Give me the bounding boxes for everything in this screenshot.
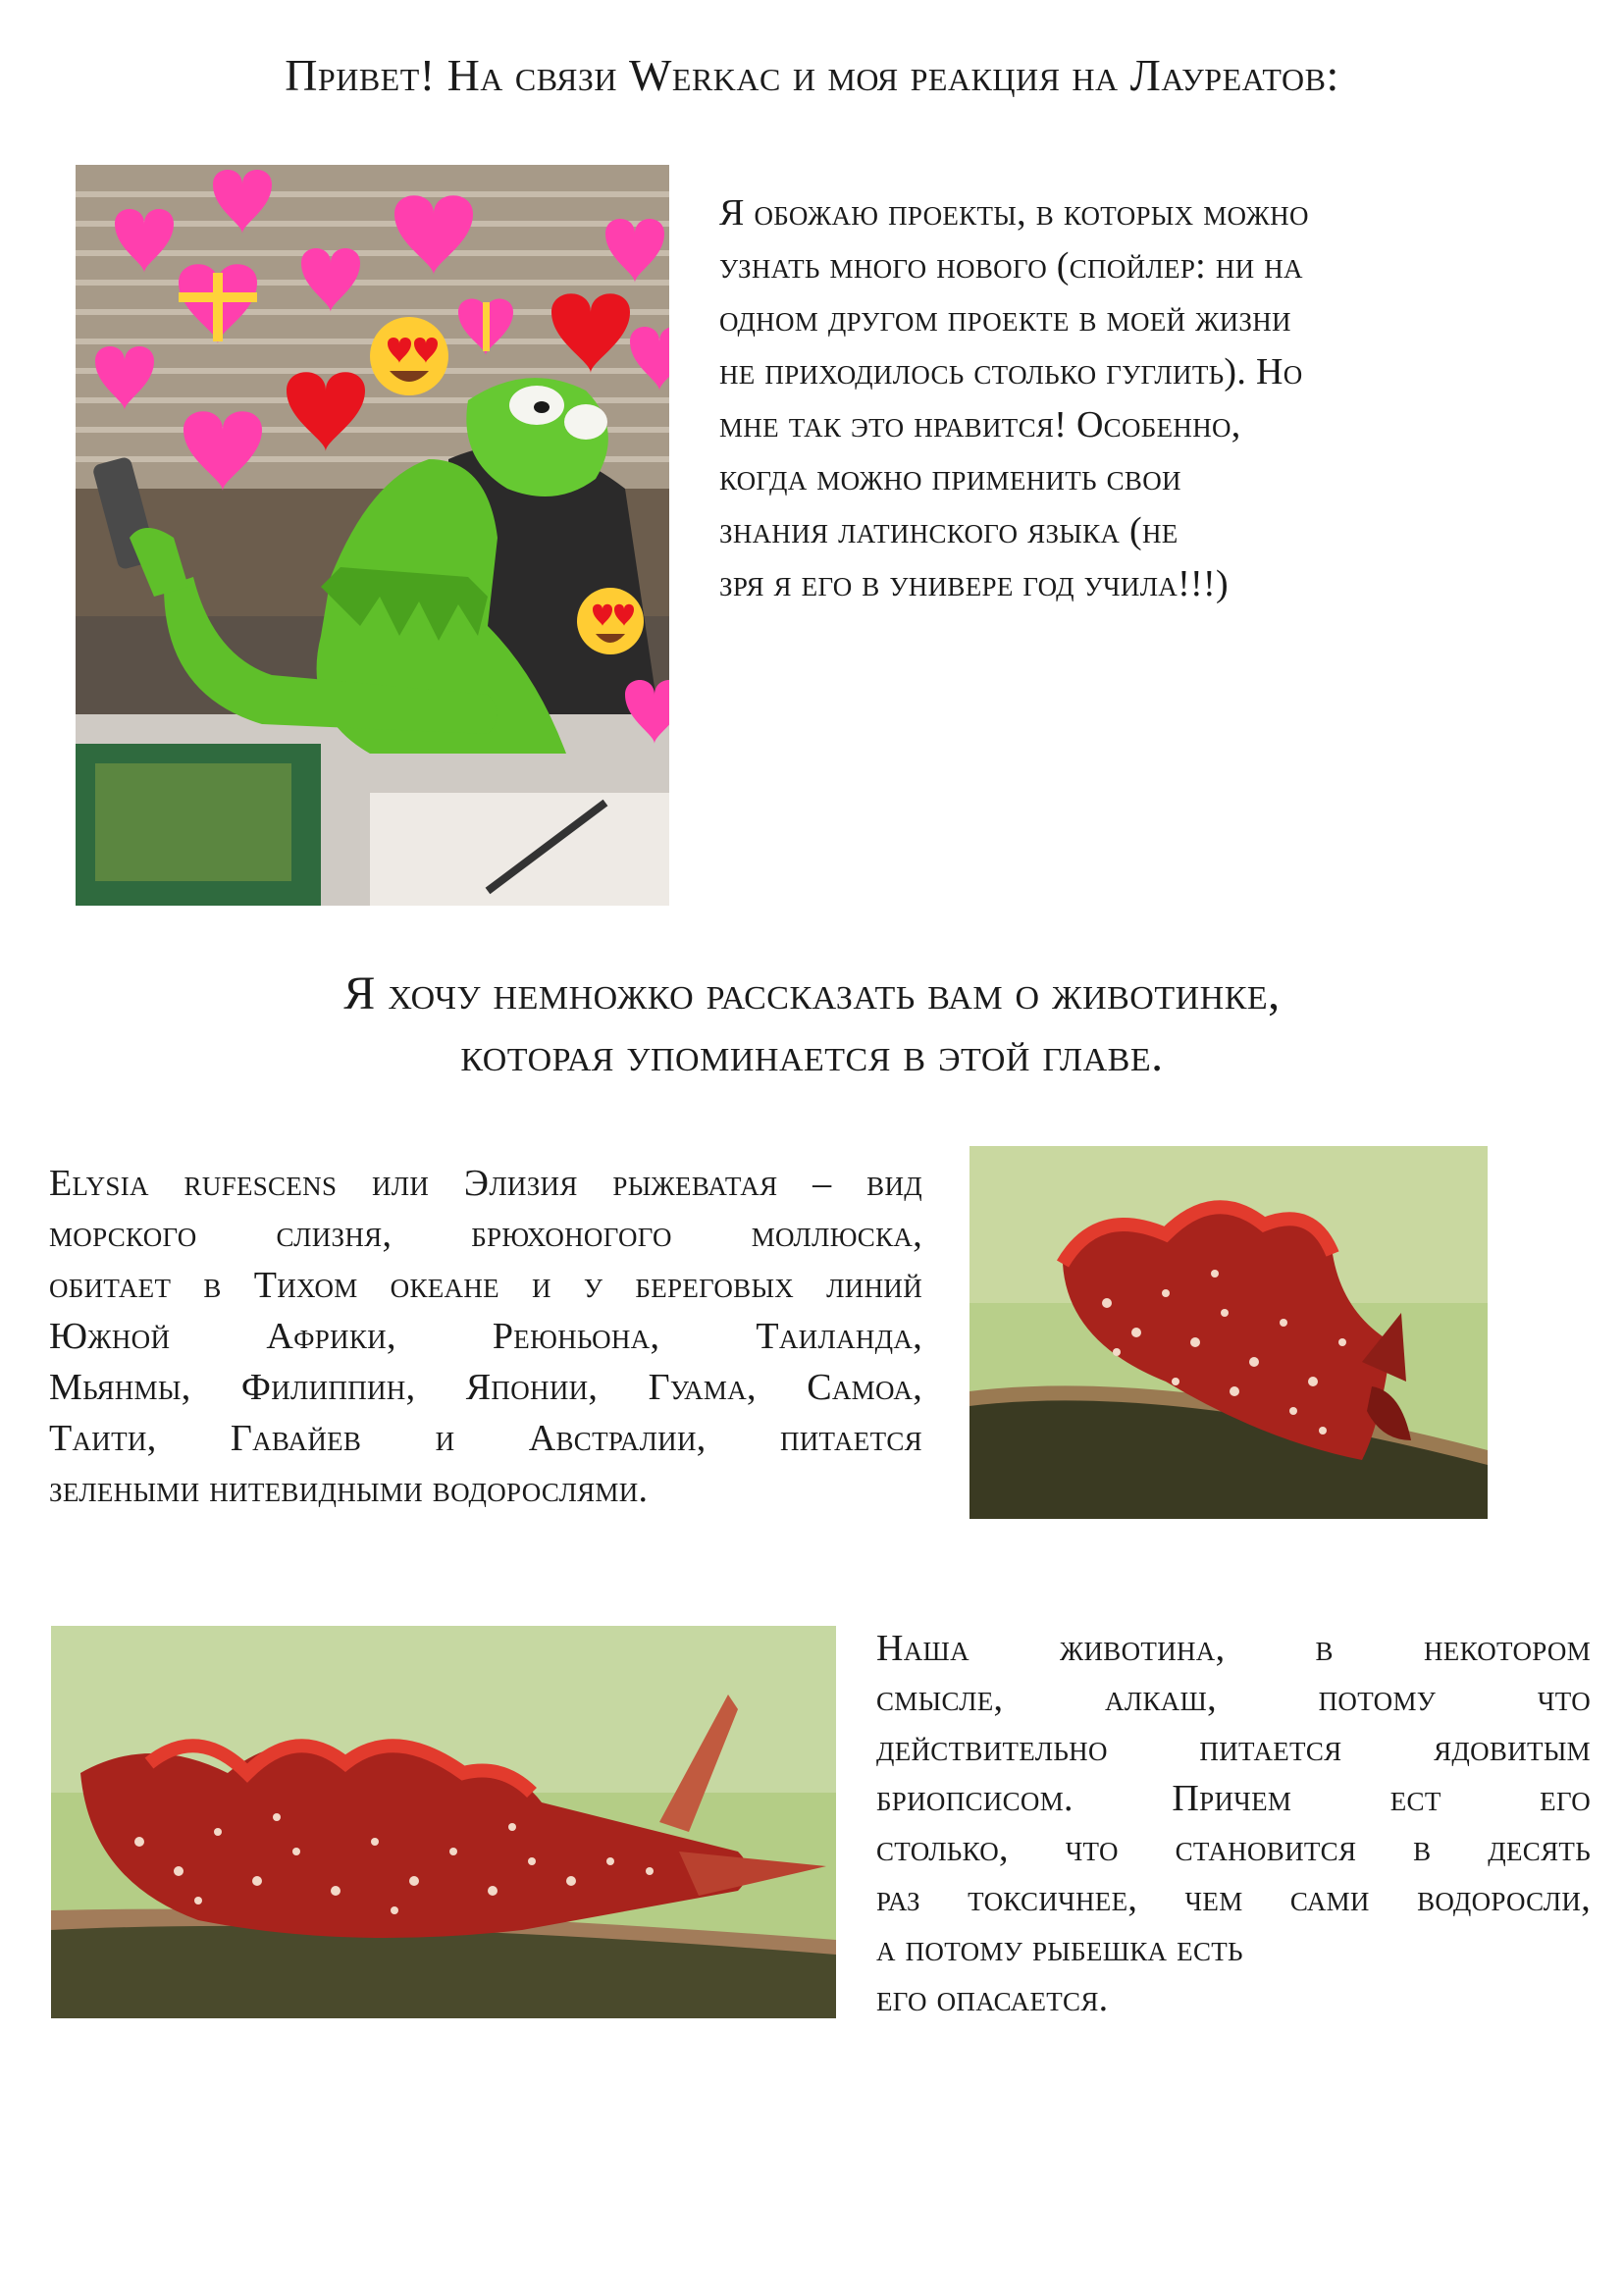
toxic-line: а потому рыбешка есть — [876, 1928, 1243, 1969]
sea-slug-photo-side — [51, 1626, 836, 2018]
intro-line: узнать много нового (спойлер: ни на — [719, 245, 1303, 287]
toxic-line: его опасается. — [876, 1978, 1109, 2019]
species-line: Южной Африки, Реюньона, Таиланда, — [49, 1316, 922, 1357]
species-line: Elysia rufescens или Элизия рыжеватая – вид — [49, 1163, 922, 1204]
page-title: Привет! На связи Werkac и моя реакция на Лауреатов: — [285, 50, 1339, 100]
intro-line: мне так это нравится! Особенно, — [719, 404, 1241, 445]
intro-line: не приходилось столько гуглить). Но — [719, 351, 1303, 392]
toxic-paragraph — [876, 1624, 1591, 2024]
toxic-line: бриопсисом. Причем ест его — [876, 1778, 1591, 1819]
intro-line: Я обожаю проекты, в которых можно — [719, 192, 1309, 234]
species-line: обитает в Тихом океане и у береговых линий — [49, 1265, 922, 1306]
section-heading-line-2: которая упоминается в этой главе. — [460, 1029, 1164, 1081]
species-line: Таити, Гавайев и Австралии, питается — [49, 1418, 922, 1459]
intro-paragraph — [719, 186, 1534, 610]
species-paragraph — [49, 1158, 922, 1515]
toxic-line: действительно питается ядовитым — [876, 1728, 1591, 1769]
sea-slug-photo-front — [969, 1146, 1488, 1519]
species-line: Мьянмы, Филиппин, Японии, Гуама, Самоа, — [49, 1367, 922, 1408]
toxic-line: раз токсичнее, чем сами водоросли, — [876, 1878, 1591, 1919]
species-line: зелеными нитевидными водорослями. — [49, 1469, 649, 1510]
toxic-line: Наша животина, в некотором — [876, 1628, 1591, 1669]
toxic-line: смысле, алкаш, потому что — [876, 1678, 1591, 1719]
intro-line: одном другом проекте в моей жизни — [719, 298, 1291, 339]
species-line: морского слизня, брюхоногого моллюска, — [49, 1214, 922, 1255]
section-heading-line-1: Я хочу немножко рассказать вам о животинке, — [343, 967, 1281, 1019]
kermit-meme-image — [76, 165, 669, 906]
intro-line: знания латинского языка (не — [719, 510, 1179, 551]
intro-line: зря я его в универе год учила!!!) — [719, 563, 1229, 604]
intro-line: когда можно применить свои — [719, 457, 1181, 498]
toxic-line: столько, что становится в десять — [876, 1828, 1591, 1869]
